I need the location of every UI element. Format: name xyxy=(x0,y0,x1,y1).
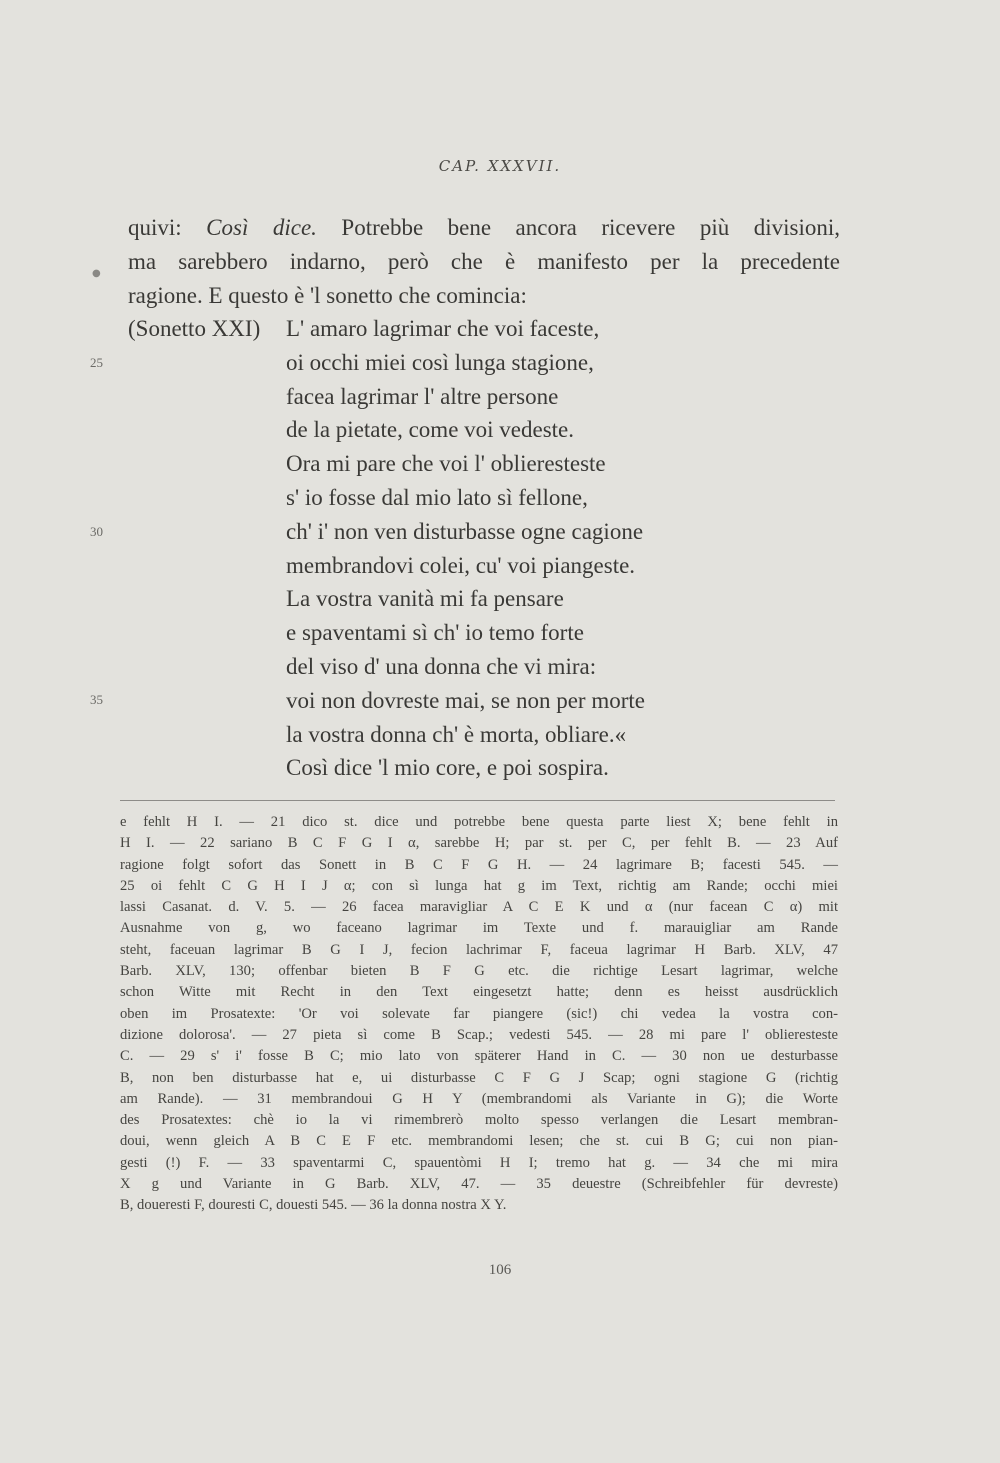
footnote-line: Ausnahme von g, wo faceano lagrimar im Texte und f. marauigliar am Rande xyxy=(120,920,838,937)
footnote-line: H I. — 22 sariano B C F G I α, sarebbe H; par st. per C, per fehlt B. — 23 Auf xyxy=(120,835,838,852)
sonnet-label: (Sonetto XXI) xyxy=(128,316,261,341)
footnote-line: Barb. XLV, 130; offenbar bieten B F G etc. die richtige Lesart lagrimar, welche xyxy=(120,963,838,980)
verse-line: Ora mi pare che voi l' oblieresteste xyxy=(286,451,606,477)
verse-line: voi non dovreste mai, se non per morte xyxy=(286,687,645,713)
prose-italic-quote: Così dice. xyxy=(206,215,317,240)
verse-line: de la pietate, come voi vedeste. xyxy=(286,417,575,443)
page-number: 106 xyxy=(488,1262,512,1278)
verse-line: la vostra donna ch' è morta, obliare.« xyxy=(286,721,627,747)
verse-line: membrandovi colei, cu' voi piangeste. xyxy=(286,552,636,578)
footnotes xyxy=(120,812,838,1217)
footnote-divider xyxy=(120,800,835,801)
verse-line: ch' i' non ven disturbasse ogne cagione xyxy=(286,518,644,544)
prose-line-1 xyxy=(128,211,840,245)
footnote-line: X g und Variante in G Barb. XLV, 47. — 35 deuestre (Schreibfehler für devreste) xyxy=(120,1176,838,1193)
verse-line: oi occhi miei così lunga stagione, xyxy=(286,349,594,375)
verse-line: del viso d' una donna che vi mira: xyxy=(286,653,597,679)
line-number: 25 xyxy=(90,355,103,370)
footnote-line: gesti (!) F. — 33 spaventarmi C, spauentòmi H I; tremo hat g. — 34 che mi mira xyxy=(120,1154,838,1171)
margin-mark: ● xyxy=(92,268,101,279)
footnote-line: B, non ben disturbasse hat e, ui disturbasse C F G J Scap; ogni stagione G (richtig xyxy=(120,1069,838,1086)
sonnet-verses xyxy=(286,312,645,785)
line-number: 35 xyxy=(90,692,103,707)
footnote-line: ragione folgt sofort das Sonett in B C F G H. — 24 lagrimare B; facesti 545. — xyxy=(120,856,838,873)
prose-paragraph xyxy=(128,211,840,313)
footnote-line: C. — 29 s' i' fosse B C; mio lato von späterer Hand in C. — 30 non ue desturbasse xyxy=(120,1048,838,1065)
line-number: 30 xyxy=(90,524,103,539)
prose-line-3: ragione. E questo è 'l sonetto che comincia: xyxy=(128,283,527,308)
verse-line: La vostra vanità mi fa pensare xyxy=(286,586,564,612)
running-title: CAP. XXXVII. xyxy=(438,157,562,175)
verse-line: e spaventami sì ch' io temo forte xyxy=(286,620,584,646)
footnote-line: steht, faceuan lagrimar B G I J, fecion lachrimar F, faceua lagrimar H Barb. XLV, 47 xyxy=(120,941,838,958)
prose-text: quivi: xyxy=(128,215,207,240)
footnote-line: 25 oi fehlt C G H I J α; con sì lunga hat g im Text, richtig am Rande; occhi miei xyxy=(120,877,838,894)
footnote-line: am Rande). — 31 membrandoui G H Y (membrandomi als Variante in G); die Worte xyxy=(120,1090,838,1107)
footnote-line: e fehlt H I. — 21 dico st. dice und potrebbe bene questa parte liest X; bene fehlt in xyxy=(120,814,838,830)
footnote-line: B, doueresti F, douresti C, douesti 545. — 36 la donna nostra X Y. xyxy=(120,1197,507,1214)
prose-text: Potrebbe bene ancora ricevere più divisioni, xyxy=(316,215,841,240)
footnote-line: lassi Casanat. d. V. 5. — 26 facea maravigliar A C E K und α (nur facean C α) mit xyxy=(120,899,838,916)
footnote-line: des Prosatextes: chè io la vi rimembrerò molto spesso verlangen die Lesart membran- xyxy=(120,1112,838,1129)
verse-line: L' amaro lagrimar che voi faceste, xyxy=(286,316,600,341)
verse-line: facea lagrimar l' altre persone xyxy=(286,383,559,409)
footnote-line: schon Witte mit Recht in den Text eingesetzt hatte; denn es heisst ausdrücklich xyxy=(120,984,838,1001)
prose-line-2: ma sarebbero indarno, però che è manifesto per la precedente xyxy=(128,249,840,274)
verse-line: Così dice 'l mio core, e poi sospira. xyxy=(286,755,609,781)
verse-line: s' io fosse dal mio lato sì fellone, xyxy=(286,484,588,510)
footnote-line: oben im Prosatexte: 'Or voi solevate far piangere (sic!) chi vedea la vostra con- xyxy=(120,1005,838,1022)
footnote-line: dizione dolorosa'. — 27 pieta sì come B Scap.; vedesti 545. — 28 mi pare l' oblieresteste xyxy=(120,1026,838,1043)
footnote-line: doui, wenn gleich A B C E F etc. membrandomi lesen; che st. cui B G; cui non pian- xyxy=(120,1133,838,1150)
